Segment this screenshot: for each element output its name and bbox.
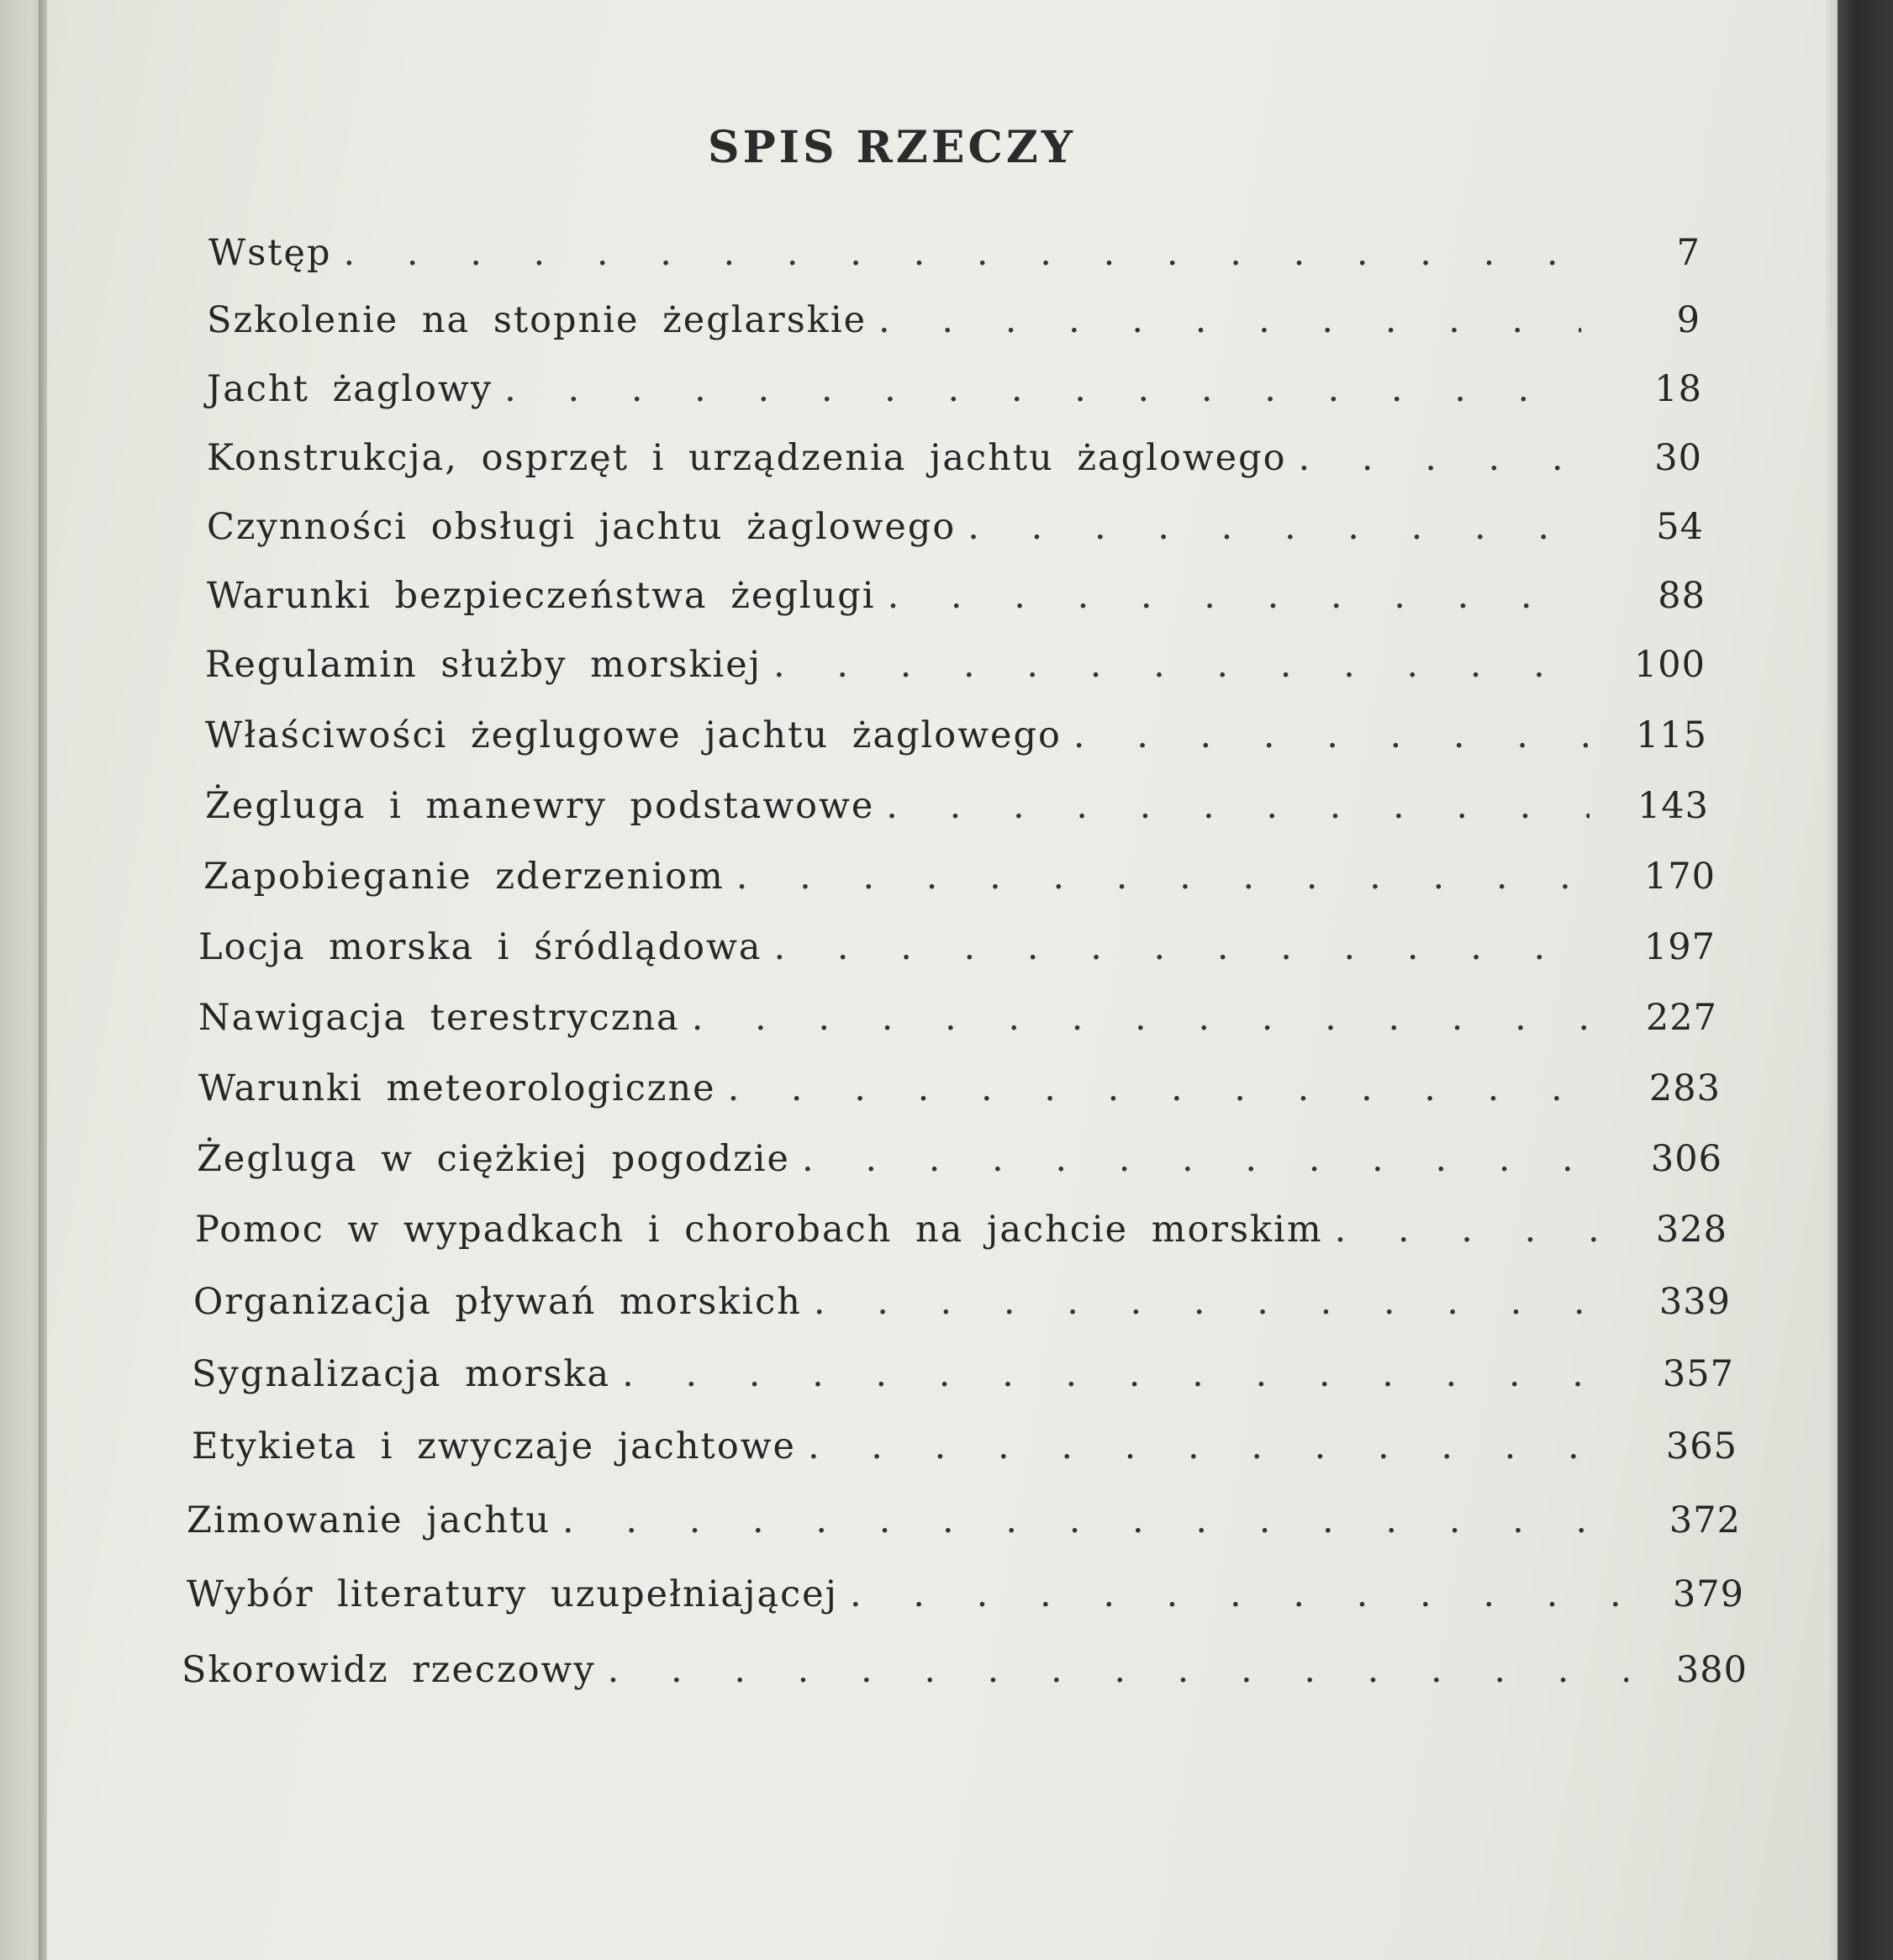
dot-leader	[504, 368, 1583, 410]
toc-entry-wybor-literatury	[187, 1573, 1744, 1624]
entry-title: Zapobieganie zderzeniom	[203, 856, 725, 898]
dot-leader	[888, 575, 1586, 617]
toc-entry-szkolenie	[207, 299, 1701, 350]
entry-page-number: 379	[1672, 1573, 1744, 1615]
entry-page-number: 365	[1665, 1425, 1737, 1467]
entry-title: Czynności obsługi jachtu żaglowego	[207, 506, 957, 548]
entry-title: Skorowidz rzeczowy	[182, 1649, 596, 1691]
toc-entry-sygnalizacja	[192, 1353, 1734, 1404]
dot-leader	[773, 644, 1586, 686]
entry-page-number: 328	[1655, 1209, 1727, 1251]
entry-title: Locja morska i śródlądowa	[198, 926, 762, 968]
entry-title: Wstęp	[208, 232, 332, 274]
dot-leader	[1073, 714, 1588, 756]
toc-entry-czynnosci	[207, 506, 1704, 556]
toc-entry-zegluga-manewry	[205, 785, 1709, 835]
entry-title: Organizacja pływań morskich	[193, 1281, 802, 1323]
dot-leader	[728, 1067, 1601, 1109]
entry-page-number: 143	[1637, 785, 1709, 827]
toc-entry-nawigacja	[198, 997, 1717, 1047]
dot-leader	[1299, 437, 1583, 479]
toc-entry-zapobieganie	[203, 856, 1716, 906]
entry-title: Żegluga w ciężkiej pogodzie	[197, 1138, 791, 1180]
dot-leader	[802, 1138, 1603, 1180]
entry-page-number: 357	[1662, 1353, 1734, 1395]
entry-title: Regulamin służby morskiej	[205, 644, 762, 686]
dot-leader	[886, 785, 1590, 827]
toc-entry-pomoc	[195, 1209, 1727, 1259]
dot-leader	[562, 1499, 1621, 1541]
dot-leader	[774, 926, 1596, 968]
toc-entry-warunki-meteo	[198, 1067, 1721, 1118]
dot-leader	[344, 232, 1581, 274]
entry-title: Pomoc w wypadkach i chorobach na jachcie morskim	[195, 1209, 1323, 1251]
entry-title: Warunki bezpieczeństwa żeglugi	[207, 575, 876, 617]
dot-leader	[622, 1353, 1615, 1395]
entry-title: Szkolenie na stopnie żeglarskie	[207, 299, 867, 341]
entry-page-number: 100	[1633, 644, 1706, 686]
entry-page-number: 88	[1658, 575, 1706, 617]
entry-title: Wybór literatury uzupełniającej	[187, 1573, 838, 1615]
page-title: SPIS RZECZY	[708, 121, 1076, 173]
entry-page-number: 283	[1648, 1067, 1721, 1109]
entry-page-number: 227	[1645, 997, 1717, 1039]
entry-page-number: 380	[1675, 1649, 1748, 1691]
toc-entry-wstep	[208, 232, 1701, 282]
toc-entry-zimowanie	[187, 1499, 1741, 1550]
entry-page-number: 54	[1656, 506, 1704, 548]
entry-page-number: 306	[1650, 1138, 1722, 1180]
dot-leader	[814, 1281, 1611, 1323]
entry-title: Zimowanie jachtu	[187, 1499, 551, 1541]
toc-entry-etykieta	[192, 1425, 1737, 1476]
dot-leader	[808, 1425, 1618, 1467]
dot-leader	[1335, 1209, 1608, 1251]
entry-title: Warunki meteorologiczne	[198, 1067, 716, 1109]
dot-leader	[736, 856, 1596, 898]
entry-page-number: 9	[1676, 299, 1701, 341]
entry-title: Sygnalizacja morska	[192, 1353, 611, 1395]
entry-page-number: 170	[1643, 856, 1716, 898]
entry-title: Właściwości żeglugowe jachtu żaglowego	[205, 714, 1062, 756]
entry-title: Etykieta i zwyczaje jachtowe	[192, 1425, 796, 1467]
dot-leader	[968, 506, 1585, 548]
entry-page-number: 7	[1676, 232, 1701, 274]
toc-entry-organizacja	[193, 1281, 1731, 1331]
entry-title: Jacht żaglowy	[207, 368, 493, 410]
entry-page-number: 18	[1654, 368, 1702, 410]
entry-page-number: 115	[1635, 714, 1707, 756]
entry-title: Konstrukcja, osprzęt i urządzenia jachtu żaglowego	[207, 437, 1287, 479]
toc-entry-jacht-zaglowy	[207, 368, 1702, 419]
toc-entry-konstrukcja	[207, 437, 1702, 487]
dot-leader	[878, 299, 1581, 341]
toc-entry-warunki-bezpieczenstwa	[207, 575, 1706, 625]
toc-entry-wlasciwosci	[205, 714, 1707, 765]
toc-entry-locja	[198, 926, 1716, 977]
toc-entry-skorowidz	[182, 1649, 1748, 1699]
entry-page-number: 197	[1643, 926, 1716, 968]
entry-page-number: 30	[1654, 437, 1702, 479]
toc-entry-regulamin	[205, 644, 1706, 694]
entry-page-number: 339	[1658, 1281, 1731, 1323]
dot-leader	[850, 1573, 1625, 1615]
toc-entry-zegluga-pogoda	[197, 1138, 1722, 1188]
entry-page-number: 372	[1669, 1499, 1741, 1541]
dot-leader	[608, 1649, 1628, 1691]
entry-title: Żegluga i manewry podstawowe	[205, 785, 875, 827]
dot-leader	[692, 997, 1598, 1039]
entry-title: Nawigacja terestryczna	[198, 997, 680, 1039]
